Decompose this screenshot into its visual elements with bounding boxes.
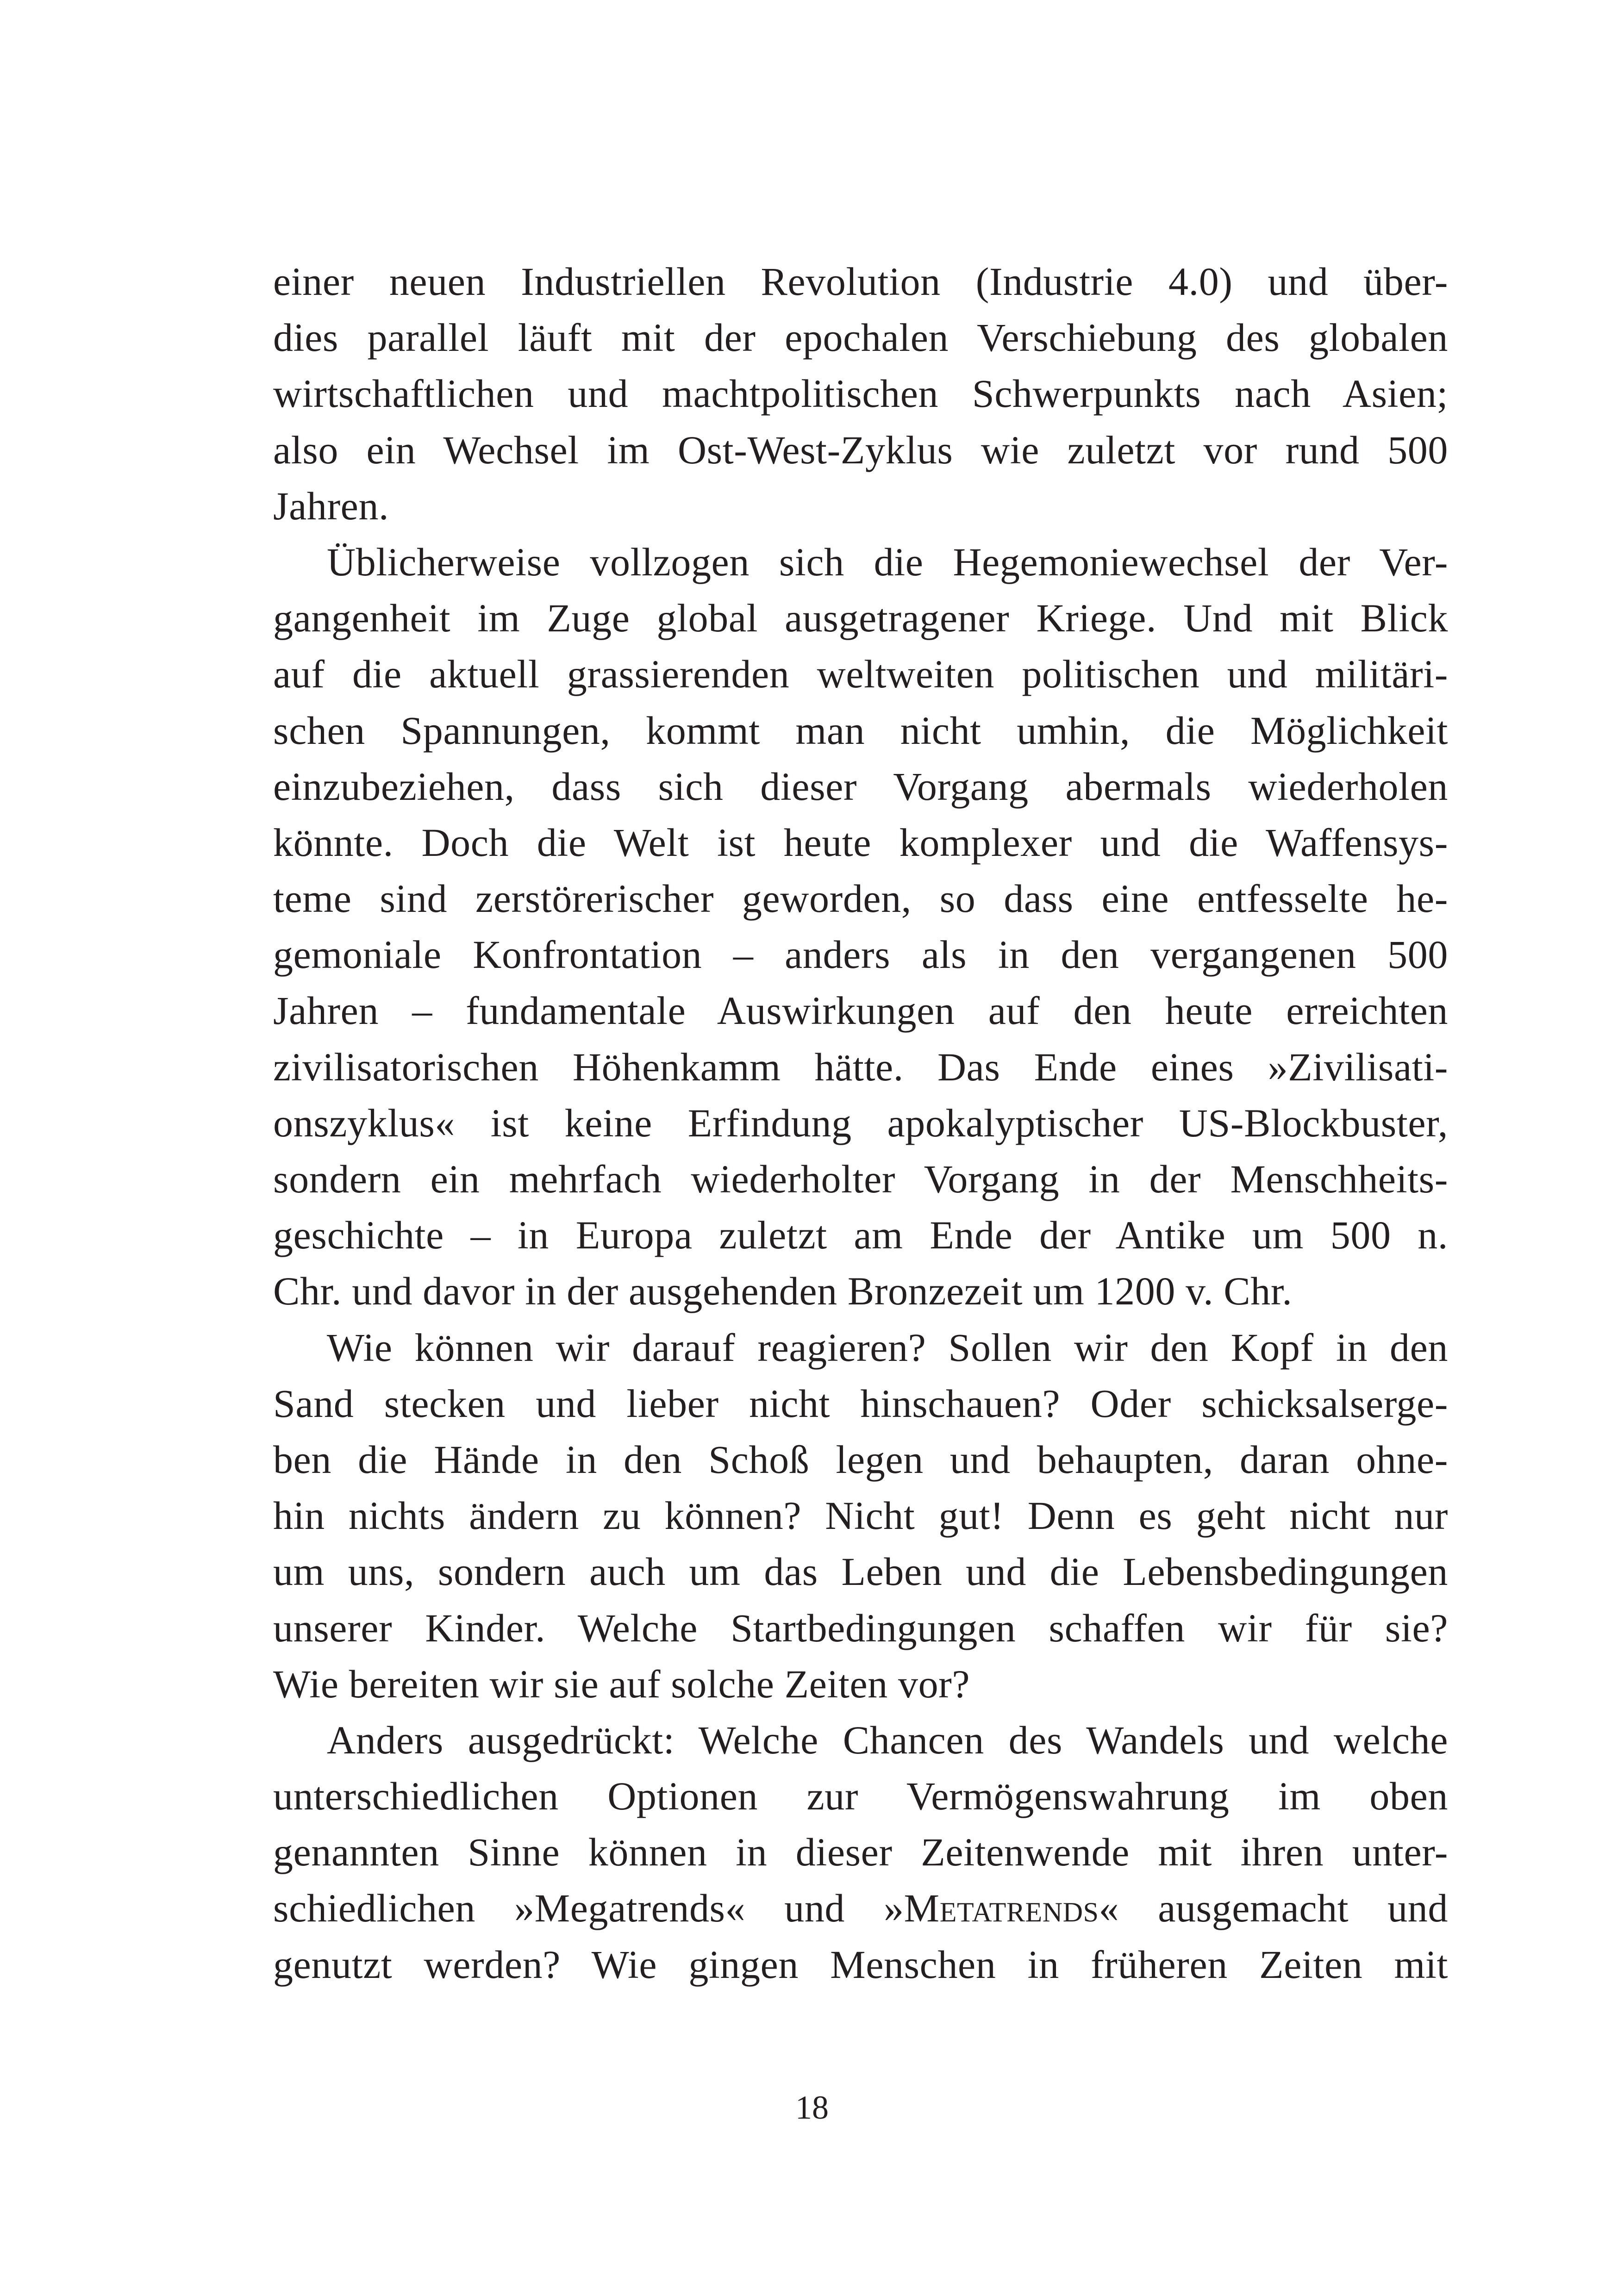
text-line: einer neuen Industriellen Revolution (Industrie 4.0) und über-: [273, 259, 1448, 304]
text-line: hin nichts ändern zu können? Nicht gut! Denn es geht nicht nur: [273, 1493, 1448, 1538]
text-segment: schiedlichen »Megatrends« und »: [273, 1886, 904, 1931]
text-line: Sand stecken und lieber nicht hinschauen? Oder schicksalserge-: [273, 1381, 1448, 1426]
paragraph-4: [273, 1712, 1448, 1993]
text-line: zivilisatorischen Höhenkamm hätte. Das Ende eines »Zivilisati-: [273, 1044, 1448, 1089]
text-line: Wie bereiten wir sie auf solche Zeiten vor?: [273, 1661, 970, 1706]
text-line: genutzt werden? Wie gingen Menschen in früheren Zeiten mit: [273, 1942, 1448, 1987]
text-line: schen Spannungen, kommt man nicht umhin, die Möglichkeit: [273, 708, 1448, 753]
text-line: dies parallel läuft mit der epochalen Verschiebung des globalen: [273, 315, 1448, 360]
text-line: unterschiedlichen Optionen zur Vermögenswahrung im oben: [273, 1774, 1448, 1819]
page-number: 18: [795, 2089, 829, 2126]
text-line: um uns, sondern auch um das Leben und die Lebensbedingungen: [273, 1549, 1448, 1594]
text-segment: « ausgemacht und: [1099, 1886, 1448, 1931]
paragraph-3: [273, 1320, 1448, 1712]
text-line: gangenheit im Zuge global ausgetragener Kriege. Und mit Blick: [273, 596, 1448, 641]
text-line: wirtschaftlichen und machtpolitischen Schwerpunkts nach Asien;: [273, 371, 1448, 416]
text-line: Wie können wir darauf reagieren? Sollen wir den Kopf in den: [327, 1325, 1448, 1370]
body-text: [273, 254, 1448, 1993]
text-line: gemoniale Konfrontation – anders als in den vergangenen 500: [273, 932, 1448, 977]
text-line: Jahren.: [273, 483, 389, 528]
text-line: teme sind zerstörerischer geworden, so dass eine entfesselte he-: [273, 876, 1448, 921]
text-line-with-smallcaps: [273, 1880, 1448, 1936]
text-line: geschichte – in Europa zuletzt am Ende der Antike um 500 n.: [273, 1213, 1448, 1258]
text-line: einzubeziehen, dass sich dieser Vorgang abermals wiederholen: [273, 764, 1448, 809]
text-line: Jahren – fundamentale Auswirkungen auf den heute erreichten: [273, 988, 1448, 1033]
text-line: könnte. Doch die Welt ist heute komplexer und die Waffensys-: [273, 820, 1448, 865]
smallcaps-term: Metatrends: [904, 1886, 1099, 1931]
text-line: ben die Hände in den Schoß legen und behaupten, daran ohne-: [273, 1437, 1448, 1482]
text-line: Üblicherweise vollzogen sich die Hegemoniewechsel der Ver-: [327, 539, 1448, 584]
text-line: Anders ausgedrückt: Welche Chancen des Wandels und welche: [327, 1717, 1448, 1762]
paragraph-1: [273, 254, 1448, 534]
text-line: genannten Sinne können in dieser Zeitenwende mit ihren unter-: [273, 1830, 1448, 1875]
paragraph-2: [273, 534, 1448, 1320]
text-line: unserer Kinder. Welche Startbedingungen schaffen wir für sie?: [273, 1605, 1448, 1650]
text-line: also ein Wechsel im Ost-West-Zyklus wie zuletzt vor rund 500: [273, 427, 1448, 472]
text-line: auf die aktuell grassierenden weltweiten politischen und militäri-: [273, 652, 1448, 697]
text-line: Chr. und davor in der ausgehenden Bronzezeit um 1200 v. Chr.: [273, 1269, 1293, 1314]
text-line: onszyklus« ist keine Erfindung apokalyptischer US-Blockbuster,: [273, 1100, 1448, 1145]
text-line: sondern ein mehrfach wiederholter Vorgang in der Menschheits-: [273, 1157, 1448, 1201]
